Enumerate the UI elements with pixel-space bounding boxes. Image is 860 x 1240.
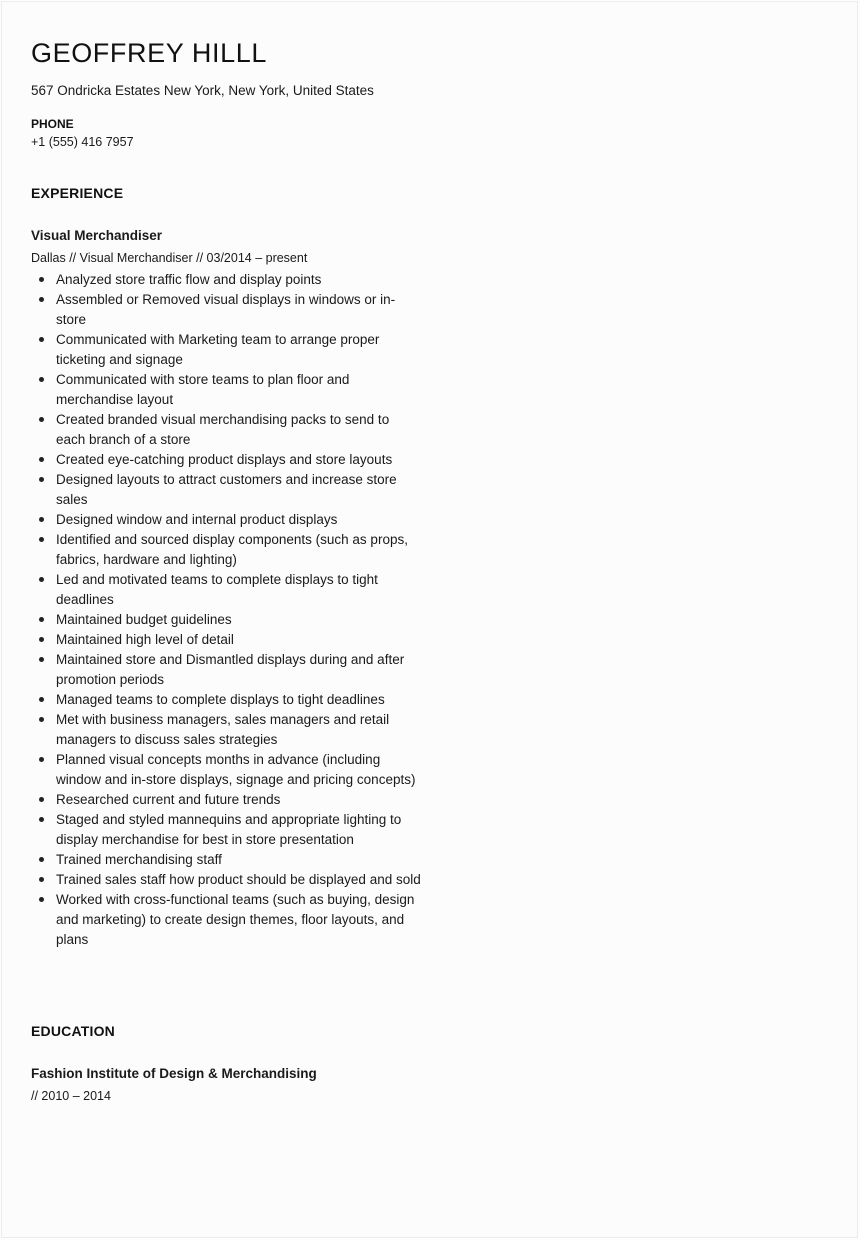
list-item xyxy=(31,370,421,410)
bullet-dot-icon xyxy=(39,457,44,462)
bullet-dot-icon xyxy=(39,377,44,382)
job-title: Visual Merchandiser xyxy=(31,228,163,243)
experience-bullet-list xyxy=(31,270,421,950)
bullet-text: Identified and sourced display components (such as props, fabrics, hardware and lighting) xyxy=(56,532,408,567)
bullet-text: Designed layouts to attract customers and increase store sales xyxy=(56,472,397,507)
bullet-dot-icon xyxy=(39,817,44,822)
bullet-dot-icon xyxy=(39,517,44,522)
list-item xyxy=(31,530,421,570)
education-heading: EDUCATION xyxy=(31,1023,115,1039)
experience-heading: EXPERIENCE xyxy=(31,185,124,201)
bullet-dot-icon xyxy=(39,657,44,662)
bullet-text: Assembled or Removed visual displays in windows or in-store xyxy=(56,292,396,327)
list-item xyxy=(31,450,421,470)
bullet-dot-icon xyxy=(39,797,44,802)
list-item xyxy=(31,610,421,630)
list-item xyxy=(31,870,421,890)
bullet-dot-icon xyxy=(39,297,44,302)
bullet-text: Created branded visual merchandising packs to send to each branch of a store xyxy=(56,412,390,447)
bullet-dot-icon xyxy=(39,697,44,702)
school-name: Fashion Institute of Design & Merchandising xyxy=(31,1066,317,1081)
bullet-dot-icon xyxy=(39,857,44,862)
bullet-dot-icon xyxy=(39,537,44,542)
list-item xyxy=(31,270,421,290)
bullet-text: Analyzed store traffic flow and display points xyxy=(56,272,322,287)
bullet-text: Communicated with Marketing team to arrange proper ticketing and signage xyxy=(56,332,380,367)
list-item xyxy=(31,890,421,950)
job-meta: Dallas // Visual Merchandiser // 03/2014 – present xyxy=(31,251,308,265)
list-item xyxy=(31,850,421,870)
bullet-text: Worked with cross-functional teams (such as buying, design and marketing) to create design themes, floor layouts, and plans xyxy=(56,892,415,947)
bullet-text: Planned visual concepts months in advance (including window and in-store displays, signage and pricing concepts) xyxy=(56,752,416,787)
bullet-text: Maintained budget guidelines xyxy=(56,612,232,627)
bullet-dot-icon xyxy=(39,897,44,902)
bullet-text: Trained sales staff how product should be displayed and sold xyxy=(56,872,421,887)
bullet-dot-icon xyxy=(39,577,44,582)
list-item xyxy=(31,570,421,610)
list-item xyxy=(31,410,421,450)
list-item xyxy=(31,510,421,530)
candidate-name: GEOFFREY HILLL xyxy=(31,38,267,68)
bullet-text: Created eye-catching product displays and store layouts xyxy=(56,452,393,467)
list-item xyxy=(31,750,421,790)
bullet-text: Researched current and future trends xyxy=(56,792,281,807)
education-dates: // 2010 – 2014 xyxy=(31,1089,111,1103)
list-item xyxy=(31,650,421,690)
list-item xyxy=(31,810,421,850)
bullet-text: Trained merchandising staff xyxy=(56,852,222,867)
bullet-text: Led and motivated teams to complete displays to tight deadlines xyxy=(56,572,378,607)
bullet-text: Managed teams to complete displays to tight deadlines xyxy=(56,692,385,707)
list-item xyxy=(31,710,421,750)
bullet-dot-icon xyxy=(39,337,44,342)
bullet-dot-icon xyxy=(39,637,44,642)
list-item xyxy=(31,630,421,650)
bullet-dot-icon xyxy=(39,717,44,722)
bullet-text: Met with business managers, sales managers and retail managers to discuss sales strategies xyxy=(56,712,390,747)
list-item xyxy=(31,470,421,510)
phone-number: +1 (555) 416 7957 xyxy=(31,135,134,149)
bullet-dot-icon xyxy=(39,277,44,282)
bullet-dot-icon xyxy=(39,617,44,622)
list-item xyxy=(31,690,421,710)
bullet-text: Maintained high level of detail xyxy=(56,632,234,647)
bullet-text: Staged and styled mannequins and appropriate lighting to display merchandise for best in store presentation xyxy=(56,812,402,847)
bullet-text: Designed window and internal product displays xyxy=(56,512,338,527)
list-item xyxy=(31,790,421,810)
resume-page xyxy=(1,1,858,1238)
bullet-dot-icon xyxy=(39,877,44,882)
list-item xyxy=(31,330,421,370)
bullet-dot-icon xyxy=(39,757,44,762)
bullet-dot-icon xyxy=(39,477,44,482)
candidate-address: 567 Ondricka Estates New York, New York, United States xyxy=(31,83,374,98)
bullet-dot-icon xyxy=(39,417,44,422)
phone-label: PHONE xyxy=(31,117,74,131)
bullet-text: Maintained store and Dismantled displays during and after promotion periods xyxy=(56,652,405,687)
list-item xyxy=(31,290,421,330)
bullet-text: Communicated with store teams to plan floor and merchandise layout xyxy=(56,372,350,407)
